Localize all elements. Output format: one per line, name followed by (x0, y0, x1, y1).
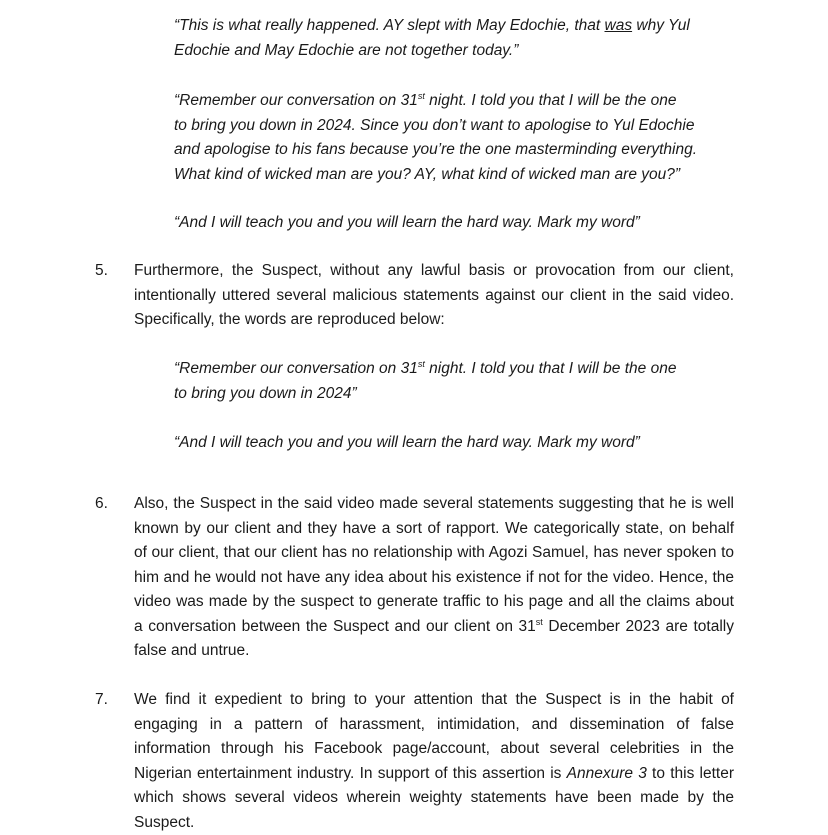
quote-line: to bring you down in 2024. Since you don’t want to apologise to Yul Edochie (174, 114, 734, 139)
paragraph-line: We find it expedient to bring to your attention that the Suspect is in the habit of (134, 688, 734, 713)
quote-block-4 (174, 357, 734, 406)
quote-block-5 (174, 431, 734, 456)
quote-text: night. I told you that I will be the one (425, 360, 677, 377)
quote-line: to bring you down in 2024” (174, 382, 734, 407)
paragraph-text: to this letter (647, 765, 734, 782)
paragraph-line: intentionally uttered several malicious statements against our client in the said video. (134, 284, 734, 309)
quote-text: night. I told you that I will be the one (425, 92, 677, 109)
quote-line (174, 89, 734, 114)
quote-text: “Remember our conversation on 31 (174, 92, 418, 109)
paragraph-line: him and he would not have any idea about his existence if not for the video. Hence, the (134, 566, 734, 591)
quote-block-3 (174, 211, 734, 236)
paragraph-5 (134, 259, 734, 333)
paragraph-7 (134, 688, 734, 835)
paragraph-line (134, 762, 734, 787)
quote-line: and apologise to his fans because you’re the one masterminding everything. (174, 138, 734, 163)
paragraph-line: known by our client and they have a sort of rapport. We categorically state, on behalf (134, 517, 734, 542)
paragraph-line: Suspect. (134, 811, 734, 835)
quote-block-1 (174, 14, 734, 63)
quote-text: “Remember our conversation on 31 (174, 360, 418, 377)
quote-text: “This is what really happened. AY slept with May Edochie, that (174, 17, 605, 34)
paragraph-line (134, 615, 734, 640)
paragraph-line: Also, the Suspect in the said video made several statements suggesting that he is well (134, 492, 734, 517)
ordinal-superscript: st (536, 617, 543, 627)
quote-line: “And I will teach you and you will learn the hard way. Mark my word” (174, 431, 734, 456)
paragraph-line: of our client, that our client has no relationship with Agozi Samuel, has never spoken to (134, 541, 734, 566)
paragraph-number-7: 7. (95, 688, 108, 713)
paragraph-6 (134, 492, 734, 664)
quote-line: What kind of wicked man are you? AY, what kind of wicked man are you?” (174, 163, 734, 188)
paragraph-line: Specifically, the words are reproduced below: (134, 308, 734, 333)
quote-text: why Yul (632, 17, 690, 34)
quote-block-2 (174, 89, 734, 187)
paragraph-line: video was made by the suspect to generate traffic to his page and all the claims about (134, 590, 734, 615)
paragraph-line: false and untrue. (134, 639, 734, 664)
paragraph-line: information through his Facebook page/account, about several celebrities in the (134, 737, 734, 762)
quote-line: Edochie and May Edochie are not together today.” (174, 39, 734, 64)
paragraph-line: which shows several videos wherein weighty statements have been made by the (134, 786, 734, 811)
paragraph-text: a conversation between the Suspect and our client on 31 (134, 618, 536, 635)
paragraph-text: December 2023 are totally (543, 618, 734, 635)
quote-line (174, 14, 734, 39)
paragraph-number-6: 6. (95, 492, 108, 517)
ordinal-superscript: st (418, 91, 425, 101)
annexure-reference: Annexure 3 (567, 765, 647, 782)
paragraph-line: Furthermore, the Suspect, without any lawful basis or provocation from our client, (134, 259, 734, 284)
ordinal-superscript: st (418, 359, 425, 369)
paragraph-line: engaging in a pattern of harassment, intimidation, and dissemination of false (134, 713, 734, 738)
quote-line: “And I will teach you and you will learn the hard way. Mark my word” (174, 211, 734, 236)
paragraph-number-5: 5. (95, 259, 108, 284)
quote-line (174, 357, 734, 382)
paragraph-text: Nigerian entertainment industry. In support of this assertion is (134, 765, 567, 782)
underlined-word: was (605, 17, 633, 34)
